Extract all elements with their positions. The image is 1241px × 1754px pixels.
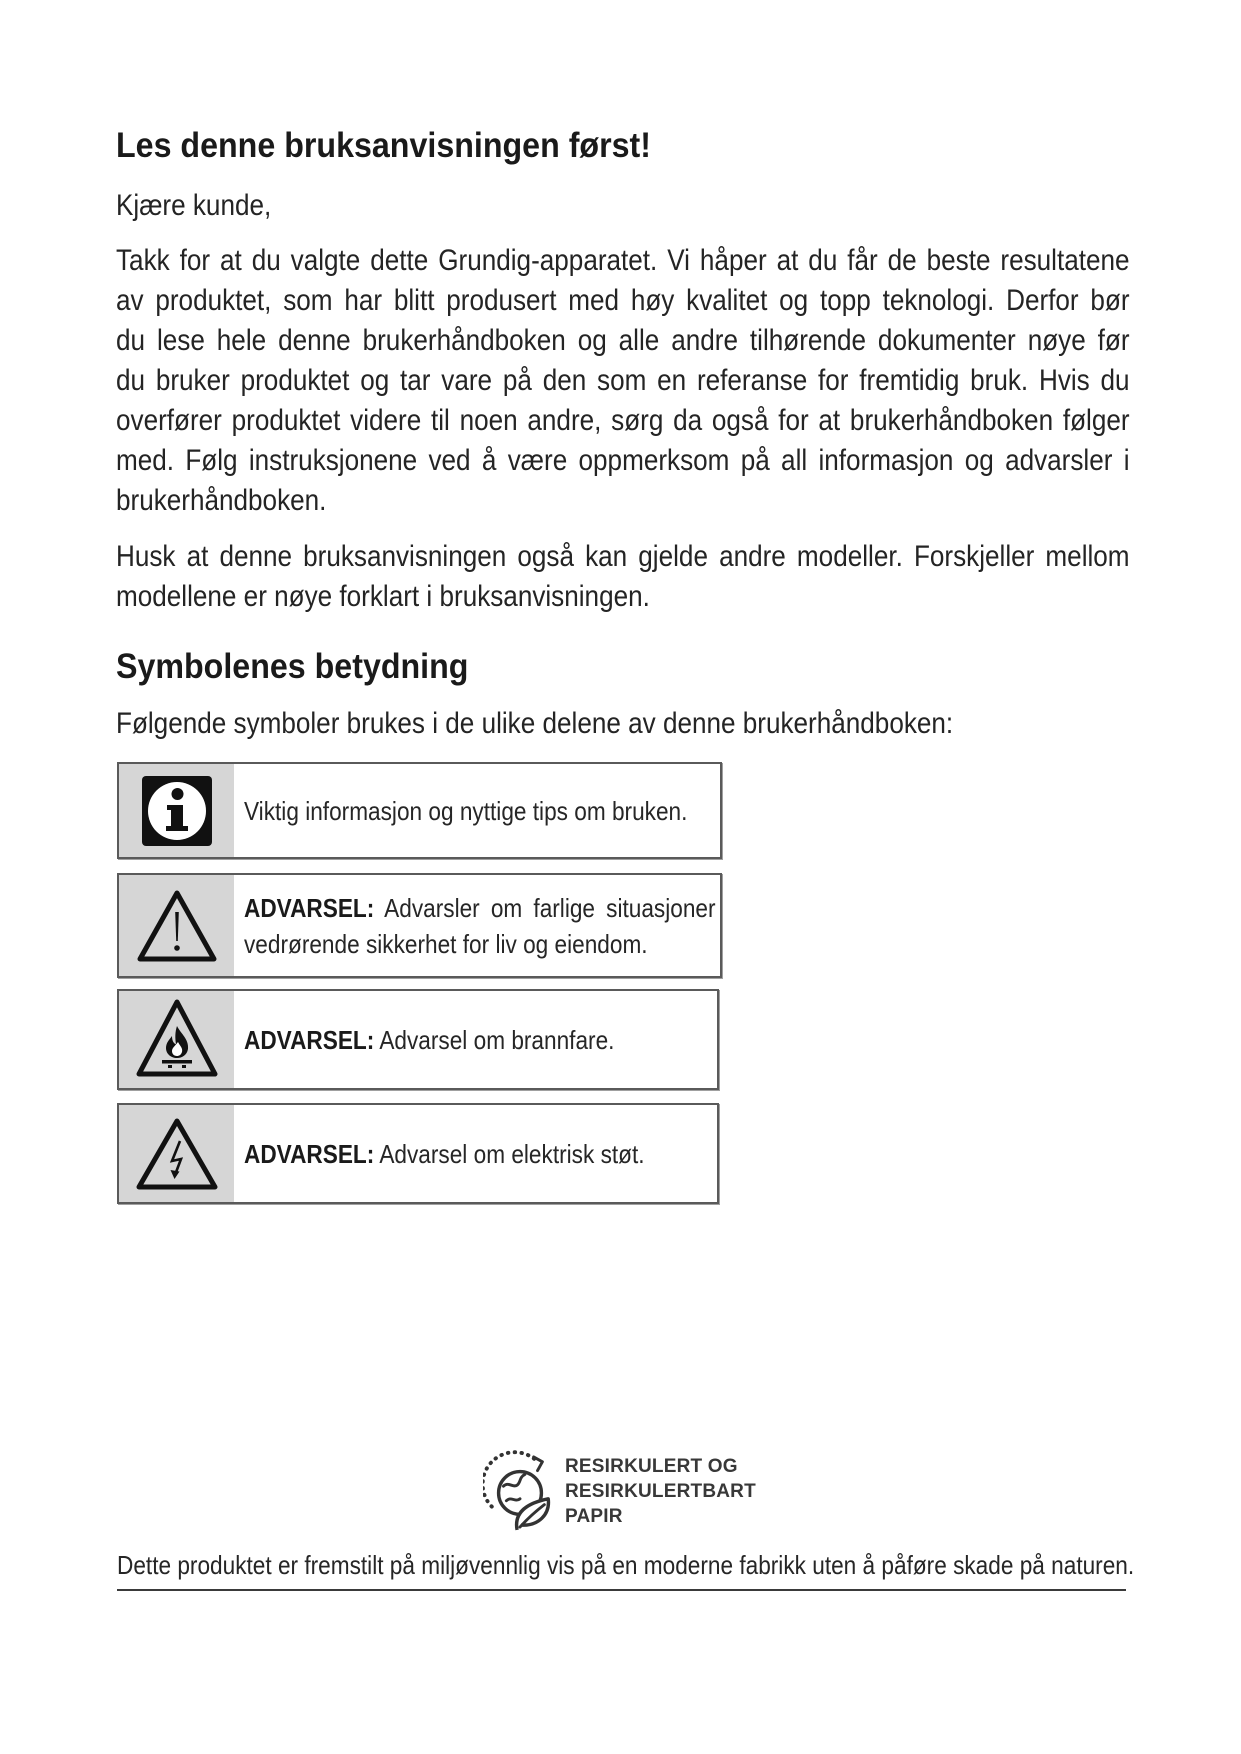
warning-label: ADVARSEL: [244,892,375,923]
recycled-paper-icon [483,1450,557,1534]
symbol-row-fire [117,989,719,1090]
symbol-row-electric [117,1103,719,1204]
fire-warning-icon [134,997,220,1083]
symbol-icon-cell [119,991,234,1088]
info-icon [142,776,212,846]
page-title: Les denne bruksanvisningen først! [116,126,651,165]
paragraph-line: med. Følg instruksjonene ved å være oppmerksom på all informasjon og advarsler i [116,444,1130,477]
symbols-description: Følgende symboler brukes i de ulike delene av denne brukerhåndboken: [116,707,954,740]
symbol-description [244,875,716,976]
warning-label: ADVARSEL: [244,1138,375,1169]
recycled-paper-line: RESIRKULERT OG [565,1456,738,1477]
symbol-text-line [244,1137,716,1171]
symbol-description [244,764,716,857]
symbol-row-info [117,762,722,859]
symbol-row-warning [117,873,722,978]
paragraph-line: Husk at denne bruksanvisningen også kan gjelde andre modeller. Forskjeller mellom [116,540,1130,573]
symbol-text: Viktig informasjon og nyttige tips om bruken. [244,795,688,826]
recycled-paper-label [565,1454,756,1529]
symbol-icon-cell [119,764,234,857]
symbol-text-line [244,1023,716,1057]
paragraph-line: Takk for at du valgte dette Grundig-apparatet. Vi håper at du får de beste resultatene [116,244,1130,277]
warning-text: Advarsel om elektrisk støt. [379,1138,645,1169]
paragraph-line: overfører produktet videre til noen andre, sørg da også for at brukerhåndboken følger [116,404,1130,437]
environment-statement: Dette produktet er fremstilt på miljøvennlig vis på en moderne fabrikk uten å påføre skade på naturen. [117,1550,1135,1580]
symbol-icon-cell [119,875,234,976]
greeting: Kjære kunde, [116,189,272,222]
recycled-paper-line: PAPIR [565,1506,623,1527]
paragraph-line: modellene er nøye forklart i bruksanvisningen. [116,580,650,613]
symbol-text-line: vedrørende sikkerhet for liv og eiendom. [244,928,648,959]
paragraph-line: du bruker produktet og tar vare på den som en referanse for fremtidig bruk. Hvis du [116,364,1130,397]
warning-label: ADVARSEL: [244,1024,375,1055]
paragraph-line: av produktet, som har blitt produsert med høy kvalitet og topp teknologi. Derfor bør [116,284,1130,317]
recycled-paper-line: RESIRKULERTBART [565,1481,756,1502]
symbol-description [244,1105,716,1202]
symbol-icon-cell [119,1105,234,1202]
symbols-heading: Symbolenes betydning [116,647,469,686]
footer-divider [117,1589,1126,1591]
paragraph-line: du lese hele denne brukerhåndboken og alle andre tilhørende dokumenter nøye før [116,324,1130,357]
paragraph-line: brukerhåndboken. [116,484,327,517]
symbol-description [244,991,716,1088]
warning-text: Advarsler om farlige situasjoner [384,892,716,923]
symbol-text-line [244,890,716,926]
models-paragraph [116,537,1130,617]
electric-shock-warning-icon [135,1117,219,1191]
intro-paragraph [116,241,1130,521]
warning-text: Advarsel om brannfare. [379,1024,615,1055]
warning-icon [136,889,218,963]
